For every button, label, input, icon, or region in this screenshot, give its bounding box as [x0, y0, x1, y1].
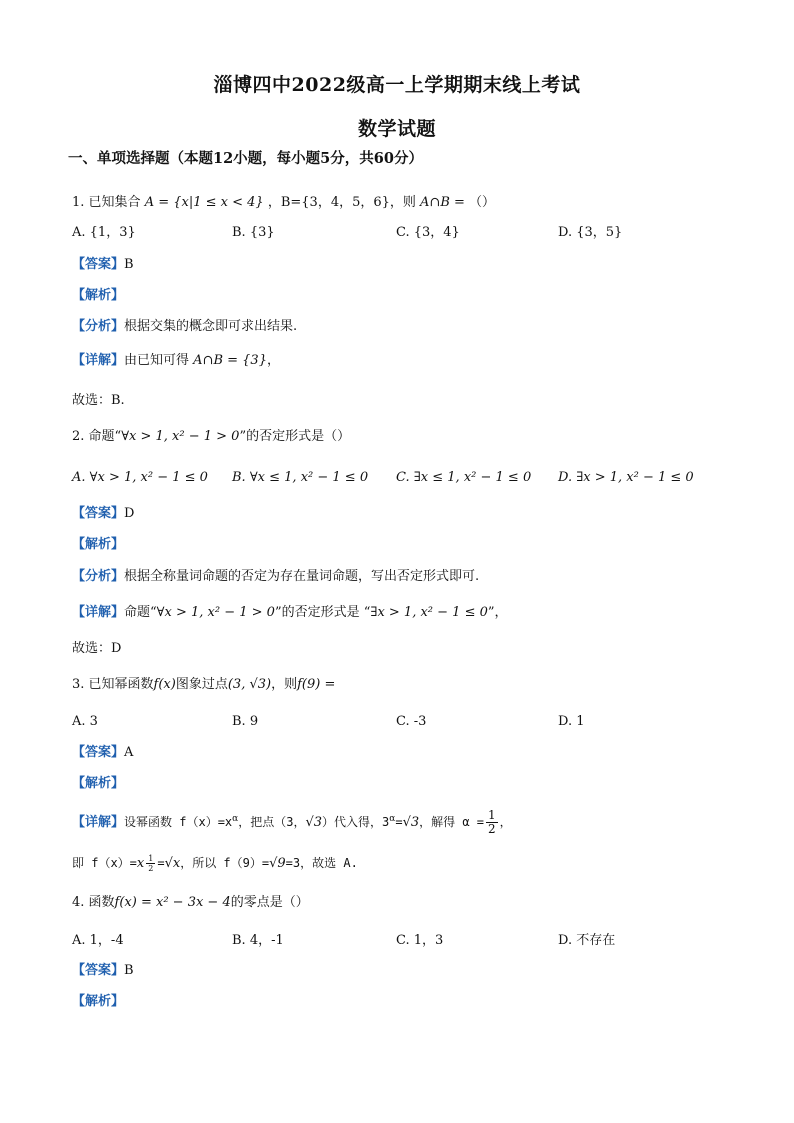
- q1-analyze: [72, 318, 732, 336]
- page-title: 淄博四中2022级高一上学期期末线上考试: [213, 74, 581, 96]
- fraction-denominator: 2: [488, 822, 496, 836]
- q4-option-a: A. 1，-4: [72, 933, 124, 948]
- q3-stem-pre: 3. 已知幂函数: [72, 677, 154, 692]
- q2-detail-math2: ∃x > 1, x² − 1 ≤ 0: [370, 605, 488, 620]
- q3-option-d: D. 1: [558, 714, 585, 729]
- q2-detail-end: ”，: [487, 605, 508, 620]
- q3-sqrt3-b: √3: [402, 815, 420, 830]
- q4-stem-end: 的零点是（）: [230, 895, 309, 910]
- q3-detail-a: 设幂函数 f（x）=x: [124, 815, 233, 829]
- detail-tag: 【详解】: [72, 815, 125, 830]
- q2-stem-end: ”的否定形式是（）: [239, 429, 351, 444]
- q3-option-b: B. 9: [232, 714, 259, 729]
- q1-analysis: [72, 287, 732, 305]
- q3-answer: [72, 744, 732, 762]
- q4-stem-pre: 4. 函数: [72, 895, 115, 910]
- exponent-numerator: 1: [148, 854, 154, 863]
- answer-tag: 【答案】: [72, 963, 125, 978]
- section-heading: 一、单项选择题（本题12小题，每小题5分，共60分）: [68, 150, 423, 167]
- q3-alpha-exp: α: [389, 814, 396, 824]
- q1-set-a: A = {x|1 ≤ x < 4}: [144, 195, 264, 210]
- q3-line2-a: 即 f（x）=: [72, 856, 137, 870]
- q3-detail-f: ，: [499, 815, 512, 829]
- q4-option-d: D. 不存在: [558, 933, 616, 948]
- q1-option-b: B. {3}: [232, 225, 275, 240]
- detail-tag: 【详解】: [72, 353, 125, 368]
- q2-stem-math: ∀x > 1, x² − 1 > 0: [121, 429, 240, 444]
- q2-detail: [72, 604, 732, 622]
- q1-option-c: C. {3，4}: [396, 225, 460, 240]
- q1-choice: 故选：B.: [72, 393, 125, 408]
- q3-line2-sqrt9: √9: [269, 856, 286, 871]
- q3-alpha: α: [232, 814, 239, 824]
- answer-tag: 【答案】: [72, 745, 125, 760]
- q2-option-b: B. ∀x ≤ 1, x² − 1 ≤ 0: [232, 470, 369, 485]
- q3-analysis: [72, 775, 732, 793]
- q4-option-c: C. 1，3: [396, 933, 444, 948]
- q3-detail-b: ，把点（3，: [238, 815, 306, 829]
- q3-answer-value: A: [124, 745, 134, 760]
- answer-tag: 【答案】: [72, 257, 125, 272]
- q1-option-a: A. {1，3}: [72, 225, 136, 240]
- q3-option-c: C. -3: [396, 714, 427, 729]
- analyze-tag: 【分析】: [72, 319, 125, 334]
- analysis-tag: 【解析】: [72, 537, 125, 552]
- q3-detail: [72, 808, 732, 837]
- q1-answer-value: B: [124, 257, 134, 272]
- q3-line2-x: x: [136, 856, 145, 871]
- q2-analysis: [72, 536, 732, 554]
- q3-fraction-half: [486, 809, 498, 836]
- q3-stem-mid2: ，则: [271, 677, 298, 692]
- q1-option-d: D. {3，5}: [558, 225, 623, 240]
- q3-stem-f9: f(9) =: [297, 677, 336, 692]
- answer-tag: 【答案】: [72, 506, 125, 521]
- q3-detail-e: ，解得 α =: [419, 815, 485, 829]
- q3-option-a: A. 3: [72, 714, 98, 729]
- fraction-numerator: 1: [488, 808, 496, 822]
- analysis-tag: 【解析】: [72, 994, 125, 1009]
- q2-option-c: C. ∃x ≤ 1, x² − 1 ≤ 0: [396, 470, 532, 485]
- analyze-tag: 【分析】: [72, 569, 125, 584]
- q1-stem-mid: ，B={3，4，5，6}，则: [267, 195, 416, 210]
- q4-answer: [72, 962, 732, 980]
- q3-stem-mid: 图象过点: [175, 677, 228, 692]
- q3-stem-f: f(x): [153, 677, 176, 692]
- q2-answer-value: D: [124, 506, 135, 521]
- q1-detail: [72, 352, 732, 370]
- q4-answer-value: B: [124, 963, 134, 978]
- question-4-stem: [72, 894, 732, 912]
- q2-analyze: [72, 568, 732, 586]
- question-1-stem: [72, 194, 732, 212]
- question-2-stem: [72, 428, 732, 446]
- q3-line2-b: ，所以 f（9）=: [180, 856, 270, 870]
- q3-line2-eq: =: [157, 856, 165, 870]
- q2-detail-pre: 命题“: [124, 605, 157, 620]
- question-3-stem: [72, 676, 732, 694]
- q3-line2-sqrtx: √x: [164, 856, 181, 871]
- q2-stem-pre: 2. 命题“: [72, 429, 122, 444]
- q2-analyze-text: 根据全称量词命题的否定为存在量词命题，写出否定形式即可.: [124, 569, 480, 584]
- q2-option-d: D. ∃x > 1, x² − 1 ≤ 0: [558, 470, 694, 485]
- q2-choice: 故选：D: [72, 641, 122, 656]
- q3-detail-line2: [72, 850, 732, 877]
- q2-detail-mid: ”的否定形式是 “: [274, 605, 371, 620]
- q1-detail-math: A∩B = {3}: [193, 353, 267, 368]
- q1-expr: A∩B =: [420, 195, 465, 210]
- q4-stem-math: f(x) = x² − 3x − 4: [114, 895, 231, 910]
- q4-option-b: B. 4，-1: [232, 933, 284, 948]
- analysis-tag: 【解析】: [72, 776, 125, 791]
- q1-analyze-text: 根据交集的概念即可求出结果.: [124, 319, 298, 334]
- q1-detail-end: ，: [266, 353, 280, 368]
- q2-detail-math1: ∀x > 1, x² − 1 > 0: [156, 605, 275, 620]
- q2-answer: [72, 505, 732, 523]
- page-subtitle: 数学试题: [357, 118, 436, 140]
- q4-analysis: [72, 993, 732, 1011]
- q3-detail-d: =: [395, 815, 403, 829]
- q3-detail-c: ）代入得，3: [322, 815, 390, 829]
- exponent-denominator: 2: [148, 864, 154, 873]
- q3-line2-c: =3，故选 A.: [285, 856, 358, 870]
- q3-sqrt3: √3: [305, 815, 323, 830]
- q1-stem-end: （）: [469, 195, 496, 210]
- q1-answer: [72, 256, 732, 274]
- q1-detail-pre: 由已知可得: [124, 353, 190, 368]
- q3-exponent-half: [146, 854, 155, 873]
- q2-option-a: A. ∀x > 1, x² − 1 ≤ 0: [72, 470, 208, 485]
- q3-stem-point: (3, √3): [227, 677, 272, 692]
- detail-tag: 【详解】: [72, 605, 125, 620]
- q1-stem-pre: 1. 已知集合: [72, 195, 141, 210]
- analysis-tag: 【解析】: [72, 288, 125, 303]
